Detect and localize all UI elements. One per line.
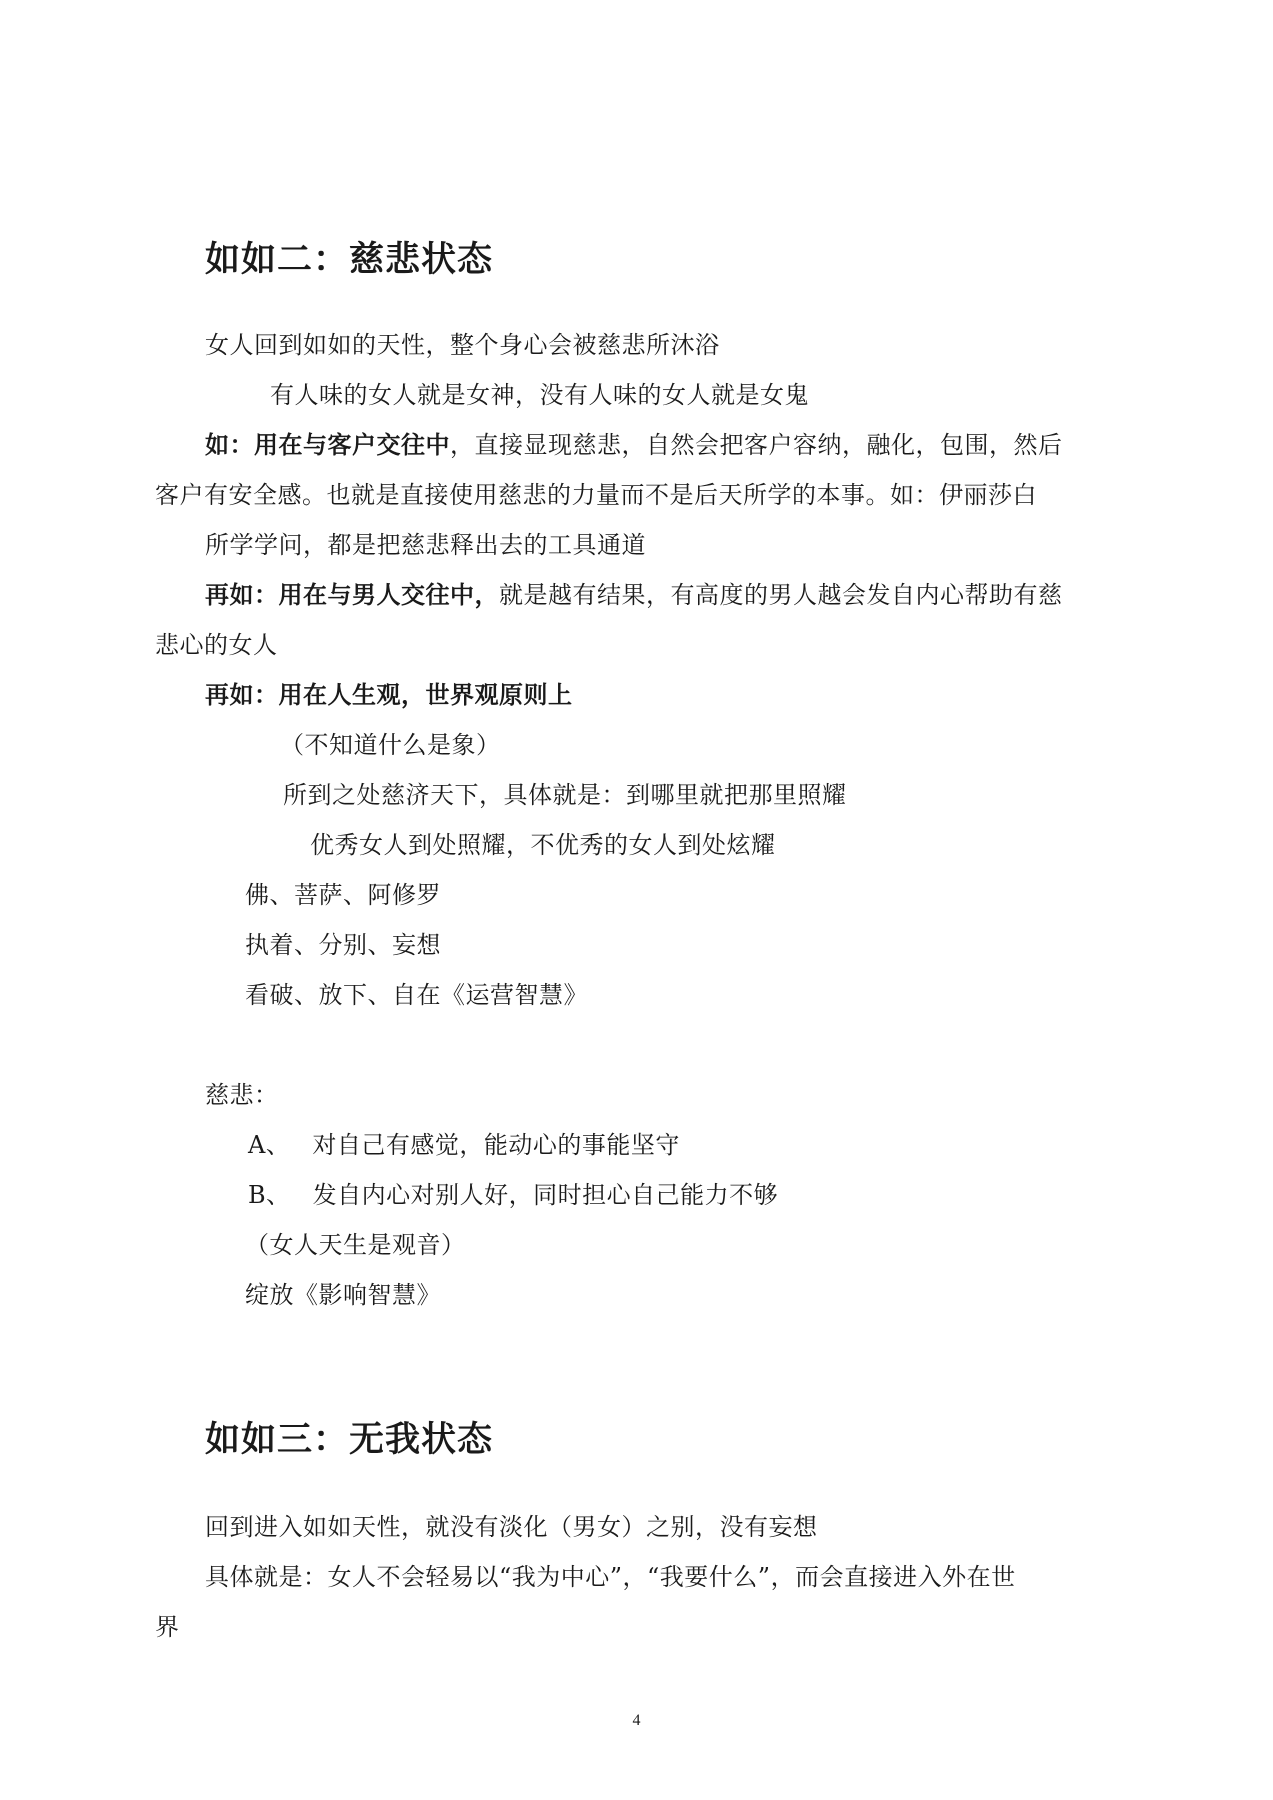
paragraph-text: 就是越有结果，有高度的男人越会发自内心帮助有慈	[499, 581, 1063, 609]
paragraph-line: （不知道什么是象）	[280, 731, 501, 759]
note-line: （女人天生是观音）	[245, 1231, 466, 1259]
list-line: 佛、菩萨、阿修罗	[245, 881, 441, 909]
list-item-text: 发自内心对别人好，同时担心自己能力不够	[312, 1181, 779, 1209]
paragraph-line: 有人味的女人就是女神，没有人味的女人就是女鬼	[270, 381, 809, 409]
list-line: 看破、放下、自在《运营智慧》	[245, 981, 588, 1009]
paragraph-line: 客户有安全感。也就是直接使用慈悲的力量而不是后天所学的本事。如：伊丽莎白	[155, 481, 1037, 509]
paragraph-line: 女人回到如如的天性，整个身心会被慈悲所沐浴	[205, 331, 720, 359]
page-number: 4	[632, 1712, 641, 1729]
bold-lead: 再如：用在与男人交往中，	[205, 580, 499, 609]
paragraph-line: 优秀女人到处照耀，不优秀的女人到处炫耀	[310, 831, 776, 859]
list-item-a	[248, 1130, 680, 1160]
paragraph-line: 界	[155, 1613, 180, 1641]
list-marker: B、	[248, 1181, 291, 1209]
section-heading-2: 如如二：慈悲状态	[205, 240, 494, 280]
paragraph-line: 回到进入如如天性，就没有淡化（男女）之别，没有妄想	[205, 1513, 818, 1541]
paragraph-line: 具体就是：女人不会轻易以“我为中心”，“我要什么”，而会直接进入外在世	[205, 1563, 1016, 1591]
paragraph-line: 所到之处慈济天下，具体就是：到哪里就把那里照耀	[283, 781, 847, 809]
list-marker: A、	[248, 1131, 291, 1159]
paragraph-line	[205, 580, 1063, 610]
section-heading-3: 如如三：无我状态	[205, 1420, 494, 1460]
paragraph-line: 绽放《影响智慧》	[245, 1281, 441, 1309]
paragraph-line-bold: 再如：用在人生观，世界观原则上	[205, 680, 573, 709]
paragraph-text: ，直接显现慈悲，自然会把客户容纳，融化，包围，然后	[450, 431, 1063, 459]
list-item-text: 对自己有感觉，能动心的事能坚守	[312, 1131, 680, 1159]
bold-lead: 如：用在与客户交往中	[205, 430, 450, 459]
paragraph-line: 所学学问，都是把慈悲释出去的工具通道	[205, 531, 646, 559]
list-line: 执着、分别、妄想	[245, 931, 441, 959]
paragraph-line: 悲心的女人	[155, 631, 278, 659]
cibei-label: 慈悲：	[205, 1081, 279, 1109]
paragraph-line	[205, 430, 1063, 460]
list-item-b	[248, 1180, 778, 1210]
